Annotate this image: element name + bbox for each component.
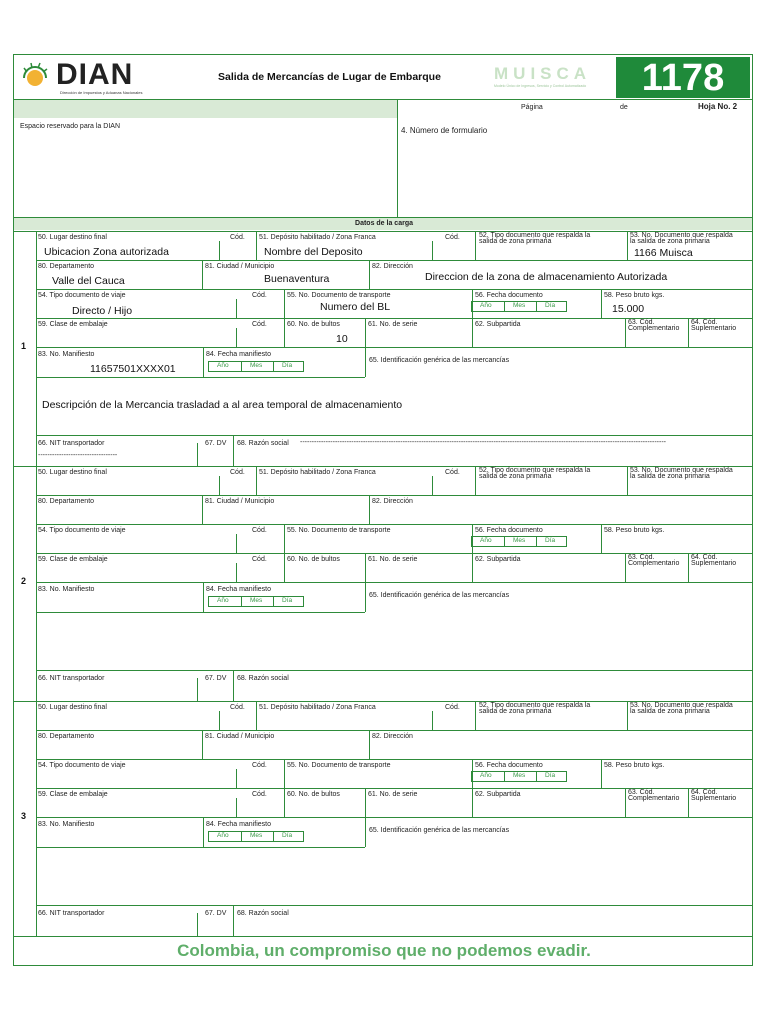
cod-label: Cód. [230,234,245,241]
field-66-label: 66. NIT transportador [38,675,105,682]
field-80-label: 80. Departamento [38,733,95,740]
ciudad-value[interactable]: Buenaventura [264,273,330,285]
field-68-label: 68. Razón social [237,910,289,917]
doc-transporte-value[interactable]: Numero del BL [320,301,391,313]
reserved-label: Espacio reservado para la DIAN [20,123,120,130]
manifiesto-value[interactable]: 11657501XXXX01 [90,363,176,375]
field-56-label: 56. Fecha documento [475,292,543,299]
bultos-value[interactable]: 10 [336,333,348,345]
peso-bruto-value[interactable]: 15.000 [612,303,645,315]
cod-label: Cód. [252,527,267,534]
field-60-label: 60. No. de bultos [287,556,340,563]
deposito-value[interactable]: Nombre del Deposito [264,246,363,258]
ano-label: Año [480,772,492,779]
field-83-label: 83. No. Manifiesto [38,586,95,593]
dia-label: Día [545,302,556,309]
mes-label: Mes [250,597,263,604]
muisca-logo [490,64,608,92]
field-51-label: 51. Depósito habilitado / Zona Franca [259,469,376,476]
field-64-label-2: Suplementario [691,325,737,332]
field-58-label: 58. Peso bruto kgs. [604,527,665,534]
field-59-label: 59. Clase de embalaje [38,321,108,328]
cod-label: Cód. [230,469,245,476]
field-58-label: 58. Peso bruto kgs. [604,292,665,299]
muisca-text: MUISCA [494,64,592,83]
field-54-label: 54. Tipo documento de viaje [38,292,126,299]
logo-subtitle: Dirección de Impuestos y Aduanas Nacionales [60,90,143,95]
cod-label: Cód. [445,469,460,476]
doc-primaria-value[interactable]: 1166 Muisca [634,247,693,259]
field-62-label: 62. Subpartida [475,791,521,798]
form-title: Salida de Mercancías de Lugar de Embarque [218,71,441,83]
departamento-value[interactable]: Valle del Cauca [52,275,125,287]
dia-label: Día [545,537,556,544]
ano-label: Año [480,302,492,309]
mes-label: Mes [513,537,526,544]
field-53-label: 53. No. Documento que respalda [630,232,733,239]
field-67-label: 67. DV [205,440,227,447]
field-63-label: 63. Cód. [628,319,655,326]
field-61-label: 61. No. de serie [368,556,418,563]
field-50-label: 50. Lugar destino final [38,704,107,711]
mes-label: Mes [250,832,263,839]
field-63-label-2: Complementario [628,560,680,567]
item-index: 1 [21,341,27,351]
field-50-label: 50. Lugar destino final [38,469,107,476]
field-59-label: 59. Clase de embalaje [38,791,108,798]
field-55-label: 55. No. Documento de transporte [287,527,391,534]
field-66-label: 66. NIT transportador [38,910,105,917]
nit-value[interactable]: ---------------------------------- [38,452,118,459]
field-53-label: 53. No. Documento que respalda [630,702,733,709]
field-66-label: 66. NIT transportador [38,440,105,447]
hoja-label: Hoja No. 2 [698,102,738,111]
item-index: 2 [21,576,27,586]
dia-label: Día [282,362,293,369]
mes-label: Mes [250,362,263,369]
field-84-label: 84. Fecha manifiesto [206,586,271,593]
field-65-label: 65. Identificación genérica de las mercancías [369,592,510,599]
dia-label: Día [282,832,293,839]
section-title: Datos de la carga [355,220,413,227]
field-81-label: 81. Ciudad / Municipio [205,498,275,505]
pagina-label: Página [521,104,543,111]
field-80-label: 80. Departamento [38,498,95,505]
dia-label: Día [545,772,556,779]
field-52-label: 52. Tipo documento que respalda la [479,702,591,709]
field-83-label: 83. No. Manifiesto [38,351,95,358]
field-65-label: 65. Identificación genérica de las mercancías [369,357,510,364]
field-63-label-2: Complementario [628,795,680,802]
field-60-label: 60. No. de bultos [287,321,340,328]
field-52-label: 52. Tipo documento que respalda la [479,232,591,239]
dia-label: Día [282,597,293,604]
de-label: de [620,104,628,111]
field-63-label: 63. Cód. [628,789,655,796]
field-61-label: 61. No. de serie [368,321,418,328]
cod-label: Cód. [445,704,460,711]
field-51-label: 51. Depósito habilitado / Zona Franca [259,704,376,711]
ano-label: Año [217,362,229,369]
field-50-label: 50. Lugar destino final [38,234,107,241]
field-81-label: 81. Ciudad / Municipio [205,263,275,270]
field-84-label: 84. Fecha manifiesto [206,351,271,358]
mes-label: Mes [513,772,526,779]
cod-label: Cód. [445,234,460,241]
field-52-label-2: salida de zona primaria [479,708,552,715]
field-53-label-2: la salida de zona primaria [630,238,710,245]
field-53-label-2: la salida de zona primaria [630,708,710,715]
field-56-label: 56. Fecha documento [475,762,543,769]
ano-label: Año [217,597,229,604]
cod-label: Cód. [252,762,267,769]
lugar-destino-value[interactable]: Ubicacion Zona autorizada [44,246,169,258]
cod-label: Cód. [252,321,267,328]
mes-label: Mes [513,302,526,309]
field-67-label: 67. DV [205,675,227,682]
field-64-label: 64. Cód. [691,554,718,561]
field-63-label-2: Complementario [628,325,680,332]
field-63-label: 63. Cód. [628,554,655,561]
muisca-subtitle: Modelo Único de Ingresos, Servicio y Control Automatizado [494,84,587,88]
logo-text: DIAN [56,58,134,91]
field-54-label: 54. Tipo documento de viaje [38,527,126,534]
field-61-label: 61. No. de serie [368,791,418,798]
razon-social-value[interactable]: ------------------------------------------------------------------------------------------------------------------------------------------------------------- [300,439,666,446]
field-82-label: 82. Dirección [372,263,413,270]
field-64-label: 64. Cód. [691,789,718,796]
field-80-label: 80. Departamento [38,263,95,270]
field-52-label: 52. Tipo documento que respalda la [479,467,591,474]
field-55-label: 55. No. Documento de transporte [287,292,391,299]
field-51-label: 51. Depósito habilitado / Zona Franca [259,234,376,241]
ano-label: Año [217,832,229,839]
field-62-label: 62. Subpartida [475,556,521,563]
direccion-value[interactable]: Direccion de la zona de almacenamiento Autorizada [425,271,668,283]
field-53-label-2: la salida de zona primaria [630,473,710,480]
field-54-label: 54. Tipo documento de viaje [38,762,126,769]
field-65-label: 65. Identificación genérica de las mercancías [369,827,510,834]
ano-label: Año [480,537,492,544]
tipo-doc-viaje-value[interactable]: Directo / Hijo [72,305,133,317]
field-56-label: 56. Fecha documento [475,527,543,534]
field-84-label: 84. Fecha manifiesto [206,821,271,828]
field-82-label: 82. Dirección [372,498,413,505]
field-52-label-2: salida de zona primaria [479,473,552,480]
field-68-label: 68. Razón social [237,440,289,447]
field-53-label: 53. No. Documento que respalda [630,467,733,474]
item-index: 3 [21,811,27,821]
dian-logo [22,58,150,98]
field-83-label: 83. No. Manifiesto [38,821,95,828]
field-62-label: 62. Subpartida [475,321,521,328]
field-82-label: 82. Dirección [372,733,413,740]
sun-logo-icon [22,62,48,88]
field-64-label: 64. Cód. [691,319,718,326]
cod-label: Cód. [230,704,245,711]
field-52-label-2: salida de zona primaria [479,238,552,245]
field-60-label: 60. No. de bultos [287,791,340,798]
field-59-label: 59. Clase de embalaje [38,556,108,563]
footer-slogan: Colombia, un compromiso que no podemos evadir. [177,941,591,960]
cod-label: Cód. [252,791,267,798]
form-number: 1178 [641,57,725,99]
field-55-label: 55. No. Documento de transporte [287,762,391,769]
field-67-label: 67. DV [205,910,227,917]
descripcion-value[interactable]: Descripción de la Mercancia trasladad a al area temporal de almacenamiento [42,399,403,411]
field-81-label: 81. Ciudad / Municipio [205,733,275,740]
cod-label: Cód. [252,556,267,563]
form-field-label: 4. Número de formulario [401,126,488,135]
cod-label: Cód. [252,292,267,299]
field-68-label: 68. Razón social [237,675,289,682]
field-64-label-2: Suplementario [691,560,737,567]
field-64-label-2: Suplementario [691,795,737,802]
field-58-label: 58. Peso bruto kgs. [604,762,665,769]
